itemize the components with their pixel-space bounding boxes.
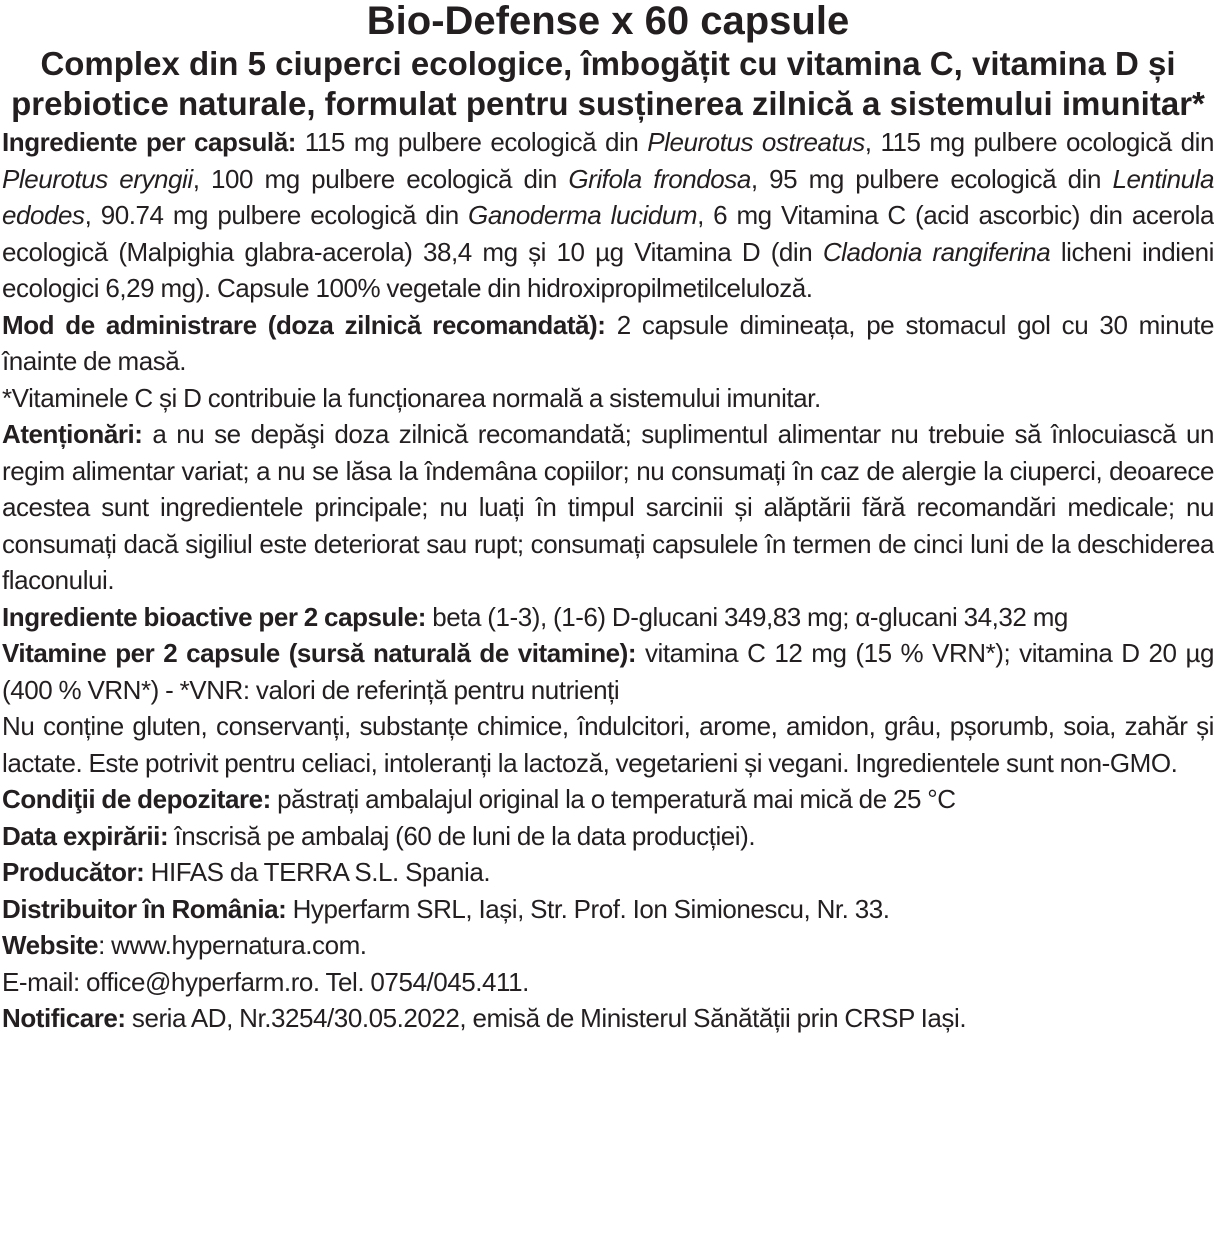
- warnings-label: Atenționări:: [2, 419, 143, 449]
- notification-label: Notificare:: [2, 1003, 126, 1033]
- species-name: Ganoderma lucidum: [468, 200, 698, 230]
- ingredients-text: , 115 mg pulbere ocologică din: [864, 127, 1214, 157]
- website-section: [2, 927, 1214, 964]
- distributor-section: [2, 891, 1214, 928]
- administration-label: Mod de administrare (doza zilnică recomandată):: [2, 309, 606, 340]
- free-from-section: Nu conține gluten, conservanți, substanțe chimice, îndulcitori, arome, amidon, grâu, pșorumb, soia, zahăr și lactate. Este potrivit pentru celiaci, intoleranți la lactoză, vegetarieni și vegani. Ingredientele sunt non-GMO.: [2, 711, 1214, 778]
- ingredients-text: , 100 mg pulbere ecologică din: [192, 163, 569, 194]
- ingredients-text: 115 mg pulbere ecologică din: [295, 127, 648, 157]
- administration-text: 2 capsule dimineața, pe stomacul gol cu 30 minute înainte de masă.: [2, 309, 1214, 376]
- ingredients-text: , 6 mg Vitamina C (acid ascorbic) din acerola ecologică (Malpighia glabra-acerola) 38,4 mg și 10 µg Vitamina D (din: [2, 200, 1214, 267]
- ingredients-label: Ingrediente per capsulă:: [2, 127, 296, 157]
- ingredients-text: , 95 mg pulbere ecologică din: [750, 163, 1113, 194]
- ingredients-text: licheni indieni ecologici 6,29 mg). Capsule 100% vegetale din hidroxipropilmetilceluloză.: [2, 236, 1214, 303]
- vitamins-note: *Vitaminele C și D contribuie la funcționarea normală a sistemului imunitar.: [2, 382, 821, 413]
- product-title: Bio-Defense x 60 capsule: [366, 0, 850, 43]
- notification-text: seria AD, Nr.3254/30.05.2022, emisă de Ministerul Sănătății prin CRSP Iași.: [125, 1003, 967, 1033]
- producer-section: [2, 854, 1214, 891]
- storage-label: Condiţii de depozitare:: [2, 784, 271, 814]
- notification-section: [2, 1000, 1214, 1037]
- warnings-text: a nu se depăşi doza zilnică recomandată; suplimentul alimentar nu trebuie să înlocuiască un regim alimentar variat; a nu se lăsa la îndemâna copiilor; nu consumați în caz de alergie la ciuperci, deoarece acestea sunt ingredientele principale; nu luați în timpul sarcinii și alăptării fără recomandări medicale; nu consumați dacă sigiliul este deteriorat sau rupt; consumați capsulele în termen de cinci luni de la deschiderea flaconului.: [2, 419, 1214, 595]
- species-name: Cladonia rangiferina: [822, 236, 1051, 267]
- storage-section: [2, 781, 1214, 818]
- expiry-section: [2, 818, 1214, 855]
- distributor-label: Distribuitor în România:: [2, 893, 287, 924]
- bioactive-section: [2, 599, 1214, 636]
- ingredients-text: , 90.74 mg pulbere ecologică din: [84, 200, 469, 230]
- administration-section: [2, 307, 1214, 380]
- species-name: Lentinula edodes: [2, 163, 1214, 230]
- website-label: Website: [2, 930, 99, 960]
- warnings-section: [2, 416, 1214, 599]
- bioactive-text: beta (1-3), (1-6) D-glucani 349,83 mg; α-glucani 34,32 mg: [425, 601, 1068, 632]
- species-name: Pleurotus eryngii: [2, 163, 193, 194]
- ingredients-section: [2, 124, 1214, 307]
- product-subtitle: Complex din 5 ciuperci ecologice, îmbogățit cu vitamina C, vitamina D și prebiotice naturale, formulat pentru susținerea zilnică a sistemului imunitar*: [11, 45, 1205, 122]
- species-name: Grifola frondosa: [568, 163, 751, 194]
- species-name: Pleurotus ostreatus: [647, 127, 865, 157]
- expiry-text: înscrisă pe ambalaj (60 de luni de la data producției).: [168, 820, 756, 851]
- vitamins-section: [2, 635, 1214, 708]
- expiry-label: Data expirării:: [2, 820, 169, 851]
- distributor-text: Hyperfarm SRL, Iași, Str. Prof. Ion Simionescu, Nr. 33.: [286, 893, 890, 924]
- producer-label: Producător:: [2, 857, 145, 887]
- storage-text: păstrați ambalajul original la o temperatură mai mică de 25 °C: [270, 784, 956, 814]
- bioactive-label: Ingrediente bioactive per 2 capsule:: [2, 601, 426, 632]
- vitamins-label: Vitamine per 2 capsule (sursă naturală de vitamine):: [2, 638, 637, 668]
- contact-section: E-mail: office@hyperfarm.ro. Tel. 0754/045.411.: [2, 966, 529, 997]
- website-link: : www.hypernatura.com.: [98, 930, 367, 960]
- vitamins-text: vitamina C 12 mg (15 % VRN*); vitamina D 20 µg (400 % VRN*) - *VNR: valori de referință pentru nutrienți: [2, 638, 1214, 705]
- producer-text: HIFAS da TERRA S.L. Spania.: [144, 857, 491, 887]
